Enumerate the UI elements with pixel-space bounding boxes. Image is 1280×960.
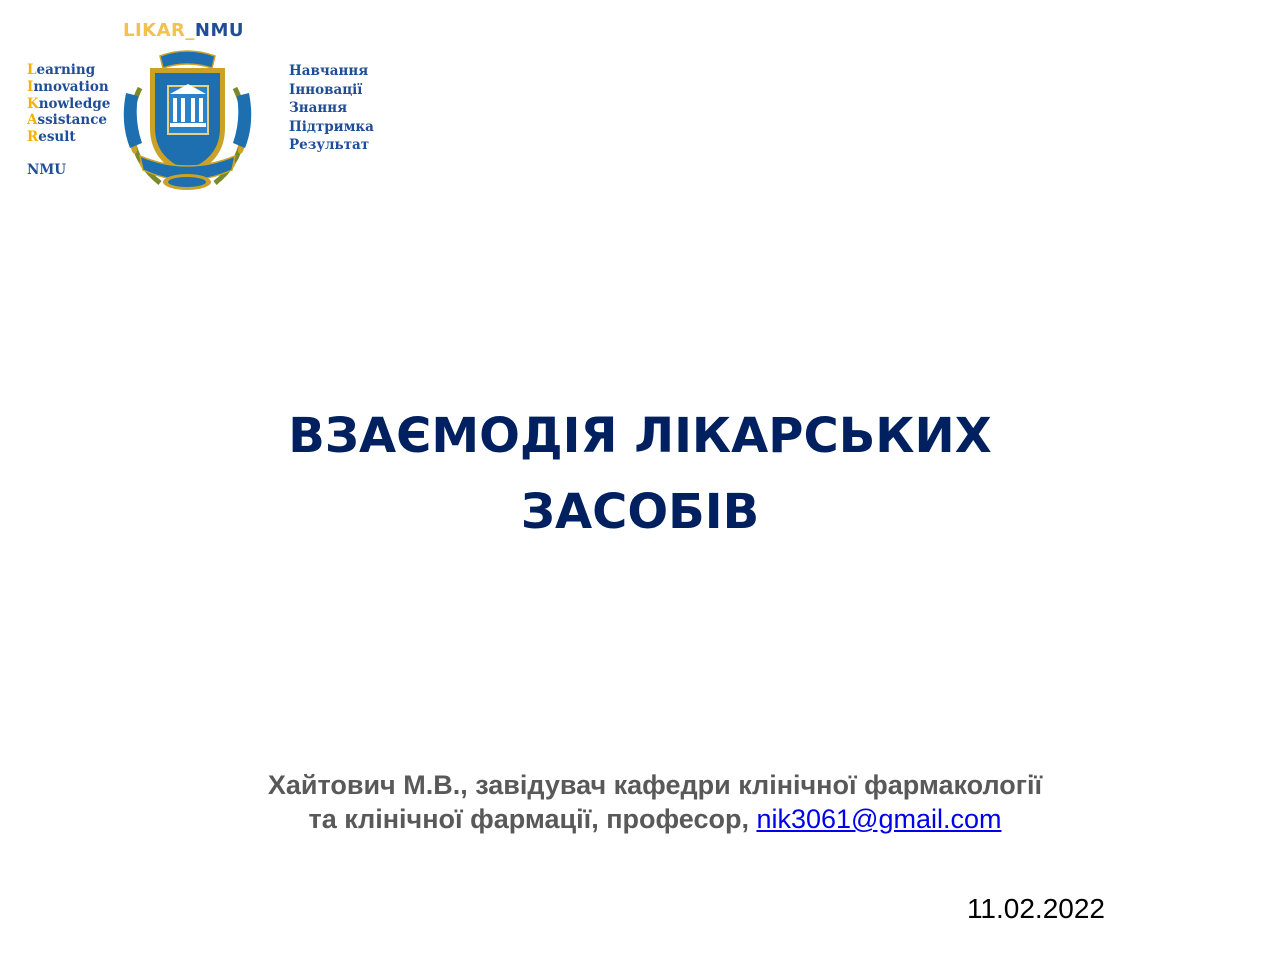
acrostic-item: Result — [27, 129, 76, 146]
acrostic-list — [27, 62, 110, 146]
slide-title-line1: ВЗАЄМОДІЯ ЛІКАРСЬКИХ — [288, 408, 992, 464]
acrostic-item: Innovation — [27, 78, 109, 95]
author-info — [160, 768, 1150, 836]
ukrainian-value-item: Навчання — [289, 63, 369, 79]
acrostic-item: Assistance — [27, 112, 108, 129]
slide-date: 11.02.2022 — [966, 893, 1105, 924]
author-line1: Хайтович М.В., завідувач кафедри клінічної фармакології — [267, 770, 1043, 800]
ukrainian-value-item: Інновації — [289, 81, 363, 98]
logo-title-part1: LIKAR_ — [123, 20, 195, 41]
ukrainian-value-item: Підтримка — [289, 118, 374, 135]
acrostic-item: Knowledge — [27, 95, 111, 112]
logo-title-part2: NMU — [194, 20, 244, 41]
ukrainian-values-list — [289, 62, 374, 155]
email-link[interactable]: nik3061@gmail.com — [756, 804, 1002, 834]
university-crest-icon — [120, 48, 255, 193]
ukrainian-value-item: Знання — [289, 100, 348, 117]
slide-title — [180, 398, 1100, 550]
nmu-label: NMU — [27, 162, 67, 178]
author-line2 — [160, 802, 1150, 836]
acrostic-item: Learning — [27, 62, 96, 78]
author-line2-text: та клінічної фармації, професор, — [308, 804, 757, 834]
logo-area — [0, 0, 400, 200]
slide-title-line2: ЗАСОБІВ — [520, 484, 760, 540]
ukrainian-value-item: Результат — [289, 137, 370, 154]
logo-title — [123, 20, 244, 41]
